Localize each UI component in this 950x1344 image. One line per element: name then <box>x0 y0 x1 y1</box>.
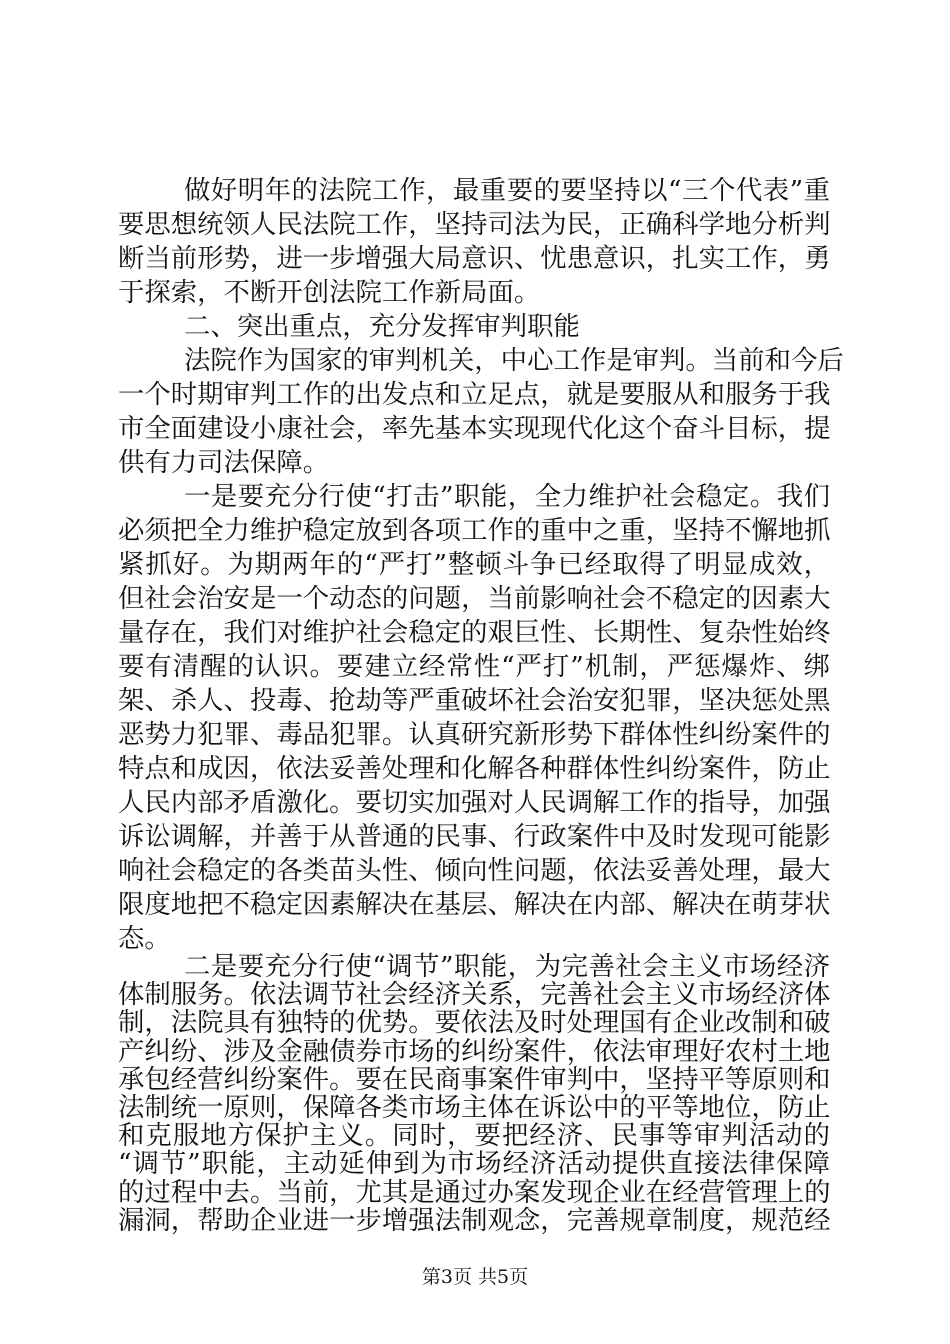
paragraph-3-line-9: 特点和成因，依法妥善处理和化解各种群体性纠纷案件，防止 <box>118 753 831 784</box>
paragraph-4-line-5: 承包经营纠纷案件。要在民商事案件审判中，坚持平等原则和 <box>118 1063 831 1095</box>
paragraph-4-line-4: 产纠纷、涉及金融债券市场的纠纷案件，依法审理好农村土地 <box>118 1035 831 1067</box>
paragraph-3-line-5: 量存在，我们对维护社会稳定的艰巨性、长期性、复杂性始终 <box>118 617 831 648</box>
paragraph-2-line-4: 供有力司法保障。 <box>118 447 330 478</box>
paragraph-4-line-7: 和克服地方保护主义。同时，要把经济、民事等审判活动的 <box>118 1120 830 1152</box>
paragraph-3-line-7: 架、杀人、投毒、抢劫等严重破坏社会治安犯罪，坚决惩处黑 <box>118 685 831 716</box>
paragraph-3-line-4: 但社会治安是一个动态的问题，当前影响社会不稳定的因素大 <box>118 583 831 614</box>
paragraph-1-line-2: 要思想统领人民法院工作，坚持司法为民，正确科学地分析判 <box>118 209 831 240</box>
paragraph-2-line-3: 市全面建设小康社会，率先基本实现现代化这个奋斗目标，提 <box>118 413 831 444</box>
paragraph-1-line-3: 断当前形势，进一步增强大局意识、忧患意识，扎实工作，勇 <box>118 243 831 274</box>
paragraph-1-line-1: 做好明年的法院工作，最重要的要坚持以“三个代表”重 <box>184 175 830 206</box>
paragraph-3-line-8: 恶势力犯罪、毒品犯罪。认真研究新形势下群体性纠纷案件的 <box>118 719 831 750</box>
paragraph-4-line-9: 的过程中去。当前，尤其是通过办案发现企业在经营管理上的 <box>118 1176 831 1208</box>
paragraph-1-line-4: 于探索，不断开创法院工作新局面。 <box>118 277 541 308</box>
paragraph-4-line-3: 制，法院具有独特的优势。要依法及时处理国有企业改制和破 <box>118 1007 831 1039</box>
paragraph-3-line-6: 要有清醒的认识。要建立经常性“严打”机制，严惩爆炸、绑 <box>118 651 830 682</box>
paragraph-3-line-12: 响社会稳定的各类苗头性、倾向性问题，依法妥善处理，最大 <box>118 855 831 886</box>
paragraph-4-line-8: “调节”职能，主动延伸到为市场经济活动提供直接法律保障 <box>118 1148 830 1180</box>
section-heading: 二、突出重点，充分发挥审判职能 <box>184 311 580 342</box>
paragraph-4-line-2: 体制服务。依法调节社会经济关系，完善社会主义市场经济体 <box>118 979 831 1011</box>
paragraph-3-line-13: 限度地把不稳定因素解决在基层、解决在内部、解决在萌芽状 <box>118 889 831 920</box>
paragraph-2-line-1: 法院作为国家的审判机关，中心工作是审判。当前和今后 <box>184 345 844 376</box>
paragraph-4-line-1: 二是要充分行使“调节”职能，为完善社会主义市场经济 <box>184 951 830 982</box>
page-number-footer: 第3页 共5页 <box>421 1266 529 1288</box>
paragraph-3-line-14: 态。 <box>118 923 171 954</box>
paragraph-4-line-10: 漏洞，帮助企业进一步增强法制观念，完善规章制度，规范经 <box>118 1204 831 1236</box>
paragraph-3-line-10: 人民内部矛盾激化。要切实加强对人民调解工作的指导，加强 <box>118 787 831 818</box>
paragraph-3-line-3: 紧抓好。为期两年的“严打”整顿斗争已经取得了明显成效， <box>118 549 830 580</box>
paragraph-2-line-2: 一个时期审判工作的出发点和立足点，就是要服从和服务于我 <box>118 379 831 410</box>
paragraph-3-line-2: 必须把全力维护稳定放到各项工作的重中之重，坚持不懈地抓 <box>118 515 831 546</box>
paragraph-3-line-11: 诉讼调解，并善于从普通的民事、行政案件中及时发现可能影 <box>118 821 831 852</box>
paragraph-3-line-1: 一是要充分行使“打击”职能，全力维护社会稳定。我们 <box>184 481 830 512</box>
paragraph-4-line-6: 法制统一原则，保障各类市场主体在诉讼中的平等地位，防止 <box>118 1092 831 1123</box>
